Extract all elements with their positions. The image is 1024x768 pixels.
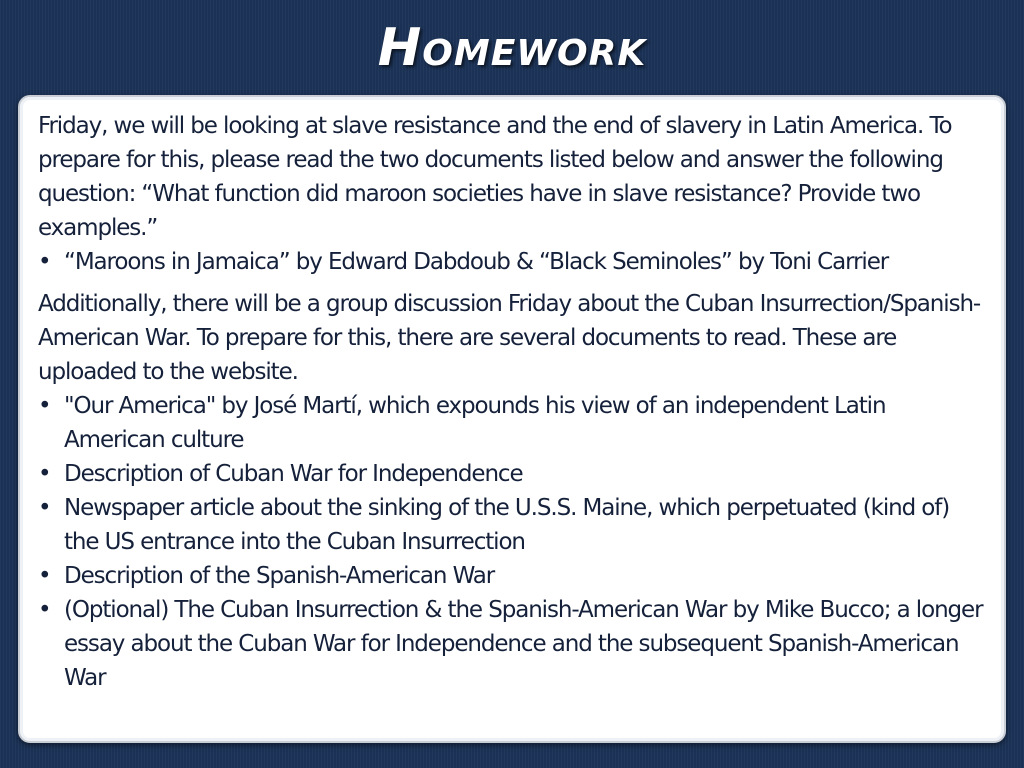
- bullet-icon: •: [38, 495, 51, 521]
- bullet-icon: •: [38, 597, 51, 623]
- list-item: [38, 491, 988, 559]
- bullet-icon: •: [38, 461, 51, 487]
- list-item-text: Description of the Spanish-American War: [64, 563, 495, 589]
- content-box: [18, 95, 1006, 743]
- slide-title: Homework: [377, 18, 647, 78]
- list-item-text: "Our America" by José Martí, which expounds his view of an independent Latin American culture: [64, 393, 886, 453]
- intro-paragraph: Friday, we will be looking at slave resistance and the end of slavery in Latin America. To prepare for this, please read the two documents listed below and answer the following question: “What function did maroon societies have in slave resistance? Provide two examples.”: [38, 113, 952, 241]
- reading-list-cuba: [38, 389, 988, 695]
- list-item: [38, 389, 988, 457]
- list-item: [38, 457, 988, 491]
- list-item: [38, 559, 988, 593]
- bullet-icon: •: [38, 393, 51, 419]
- list-item-text: Newspaper article about the sinking of the U.S.S. Maine, which perpetuated (kind of) the US entrance into the Cuban Insurrection: [64, 495, 950, 555]
- bullet-icon: •: [38, 563, 51, 589]
- list-item-text: Description of Cuban War for Independence: [64, 461, 523, 487]
- list-item-text: (Optional) The Cuban Insurrection & the Spanish-American War by Mike Bucco; a longer essay about the Cuban War for Independence and the subsequent Spanish-American War: [64, 597, 983, 691]
- list-item-text: “Maroons in Jamaica” by Edward Dabdoub & “Black Seminoles” by Toni Carrier: [64, 249, 889, 275]
- list-item: [38, 593, 988, 695]
- section-divider: [38, 279, 988, 287]
- list-item: [38, 245, 988, 279]
- discussion-paragraph: Additionally, there will be a group discussion Friday about the Cuban Insurrection/Spanish-American War. To prepare for this, there are several documents to read. These are uploaded to the website.: [38, 291, 981, 385]
- bullet-icon: •: [38, 249, 51, 275]
- reading-list-maroons: [38, 245, 988, 279]
